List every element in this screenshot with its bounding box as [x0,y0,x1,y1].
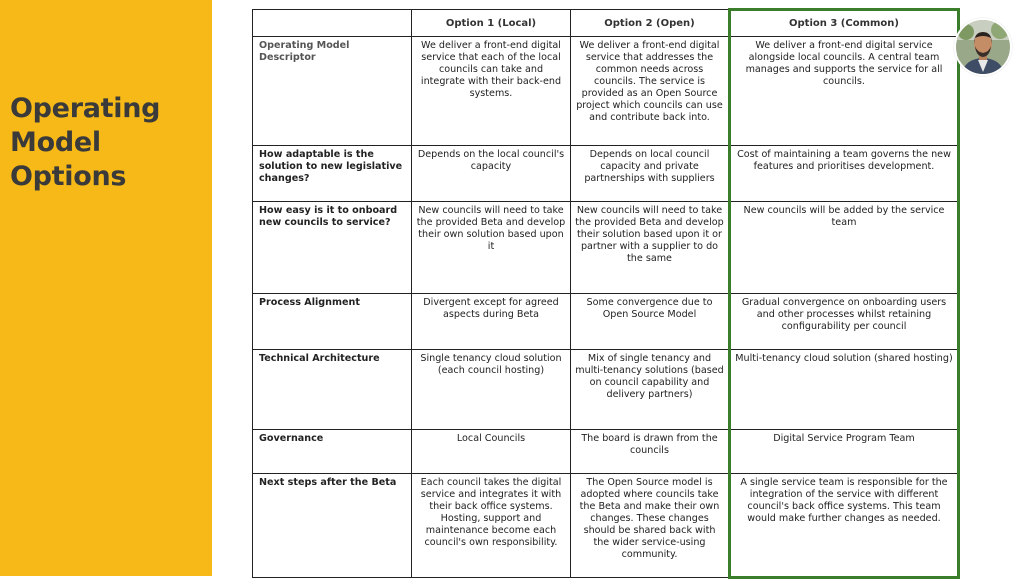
table-cell: New councils will be added by the service team [730,202,959,294]
table-cell: A single service team is responsible for the integration of the service with different council's back office systems. This team would make further changes as needed. [730,474,959,578]
table-cell: New councils will need to take the provided Beta and develop their solution based upon it or partner with a supplier to do the same [571,202,730,294]
presenter-avatar-icon-graphic [956,20,1010,74]
row-label: Governance [253,430,412,474]
column-header-option-3: Option 3 (Common) [730,10,959,37]
table-cell: We deliver a front-end digital service that each of the local councils can take and integrate with their back-end systems. [412,37,571,146]
row-label: Process Alignment [253,294,412,350]
table-cell: Gradual convergence on onboarding users and other processes whilst retaining configurability per council [730,294,959,350]
table-cell: We deliver a front-end digital service that addresses the common needs across councils. The service is provided as an Open Source project which councils can use and contribute back into. [571,37,730,146]
table-cell: Digital Service Program Team [730,430,959,474]
row-label: Technical Architecture [253,350,412,430]
row-label: How adaptable is the solution to new legislative changes? [253,146,412,202]
table-row [253,146,959,202]
table-cell: Each council takes the digital service and integrates it with their back office systems. Hosting, support and maintenance become each council's own responsibility. [412,474,571,578]
table-cell: Single tenancy cloud solution (each council hosting) [412,350,571,430]
table-cell: Divergent except for agreed aspects during Beta [412,294,571,350]
row-label: Next steps after the Beta [253,474,412,578]
table-cell: We deliver a front-end digital service alongside local councils. A central team manages and supports the service for all councils. [730,37,959,146]
table-header-row [253,10,959,37]
table-cell: The board is drawn from the councils [571,430,730,474]
table-cell: Depends on the local council's capacity [412,146,571,202]
options-table [252,8,960,579]
table-row [253,430,959,474]
table-row [253,474,959,578]
slide-title: Operating Model Options [10,93,161,192]
row-label: How easy is it to onboard new councils to service? [253,202,412,294]
table-row [253,294,959,350]
table-cell: Some convergence due to Open Source Model [571,294,730,350]
table-row [253,350,959,430]
table-cell: Mix of single tenancy and multi-tenancy solutions (based on council capability and delivery partners) [571,350,730,430]
table-cell: Local Councils [412,430,571,474]
header-empty-cell [253,10,412,37]
table-cell: Depends on local council capacity and private partnerships with suppliers [571,146,730,202]
table-row [253,202,959,294]
table-cell: Cost of maintaining a team governs the new features and prioritises development. [730,146,959,202]
sidebar-panel [0,0,212,576]
table-cell: The Open Source model is adopted where councils take the Beta and make their own changes. These changes should be shared back with the wider service-using community. [571,474,730,578]
presenter-avatar-icon [954,18,1012,76]
table-cell: Multi-tenancy cloud solution (shared hosting) [730,350,959,430]
row-label: Operating Model Descriptor [253,37,412,146]
table-cell: New councils will need to take the provided Beta and develop their own solution based upon it [412,202,571,294]
table-row [253,37,959,146]
column-header-option-2: Option 2 (Open) [571,10,730,37]
column-header-option-1: Option 1 (Local) [412,10,571,37]
